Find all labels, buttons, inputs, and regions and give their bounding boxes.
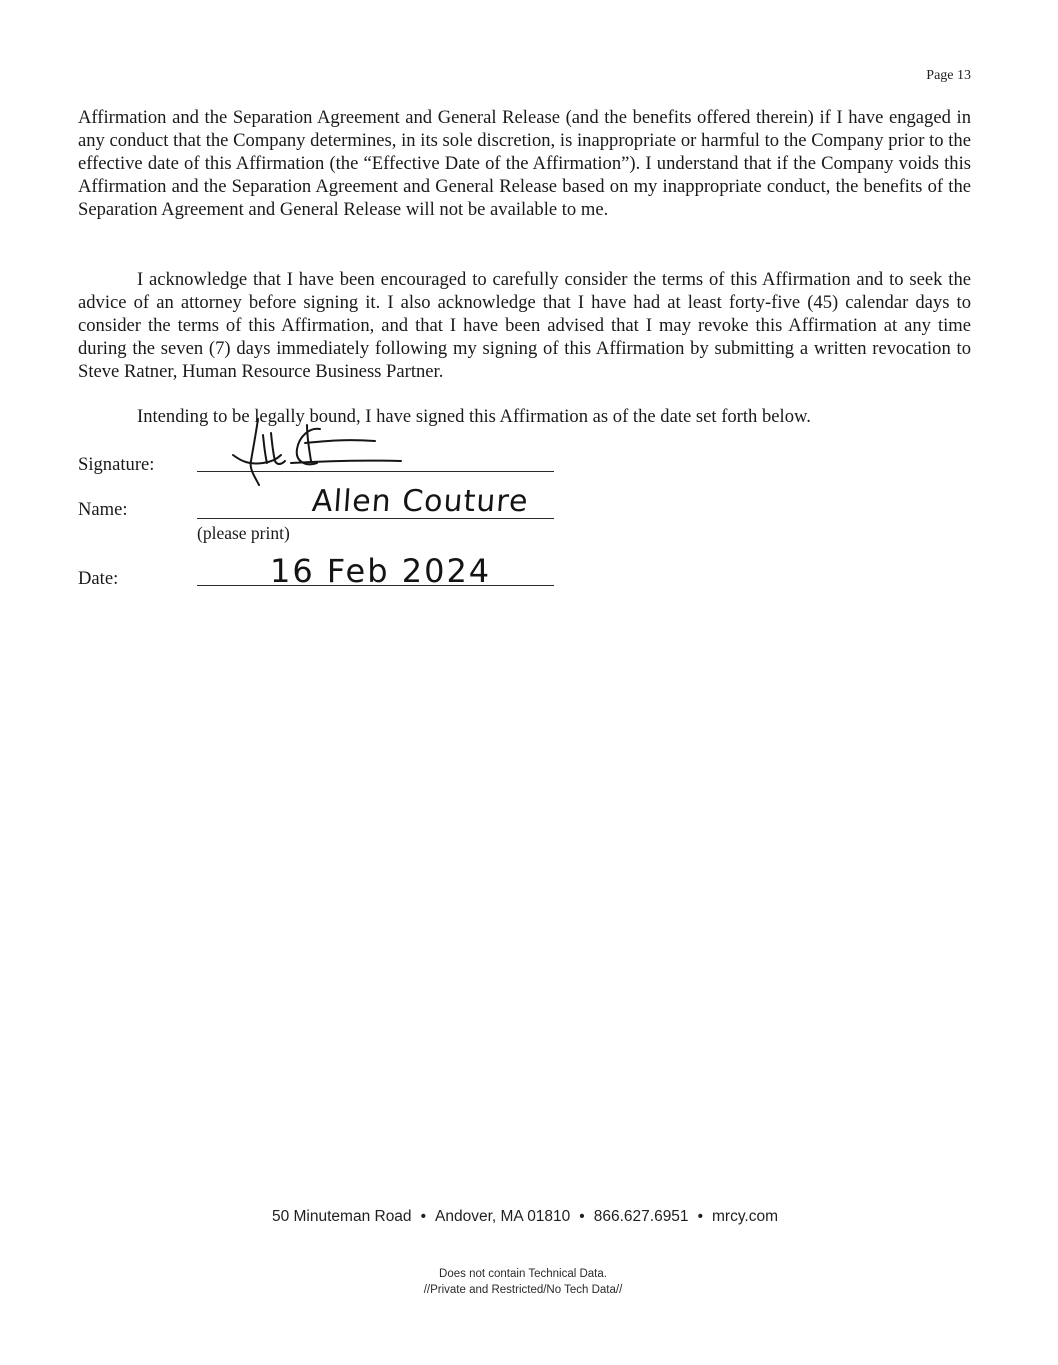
footer-street: 50 Minuteman Road [271,1208,412,1225]
name-label: Name: [78,499,128,520]
page-number: Page 13 [926,68,971,83]
footer-city: Andover, MA 01810 [435,1208,571,1225]
date-line [197,585,554,586]
name-caption: (please print) [197,523,290,543]
footer-separator: • [579,1208,585,1225]
footer-separator: • [420,1208,426,1225]
handwritten-date: 16 Feb 2024 [270,552,492,590]
handwritten-signature-icon [225,415,410,495]
footer-note-technical-data: Does not contain Technical Data. [439,1268,607,1280]
name-line [197,518,554,519]
date-label: Date: [78,568,119,589]
paragraph-intending-to-be-bound: Intending to be legally bound, I have signed this Affirmation as of the date set forth below. [137,406,811,427]
paragraph-affirmation-voiding: Affirmation and the Separation Agreement and General Release (and the benefits offered therein) if I have engaged in any conduct that the Company determines, in its sole discretion, is inappropriate or harmful to the Company prior to the effective date of this Affirmation (the “Effective Date of the Affirmation”). I understand that if the Company voids this Affirmation and the Separation Agreement and General Release based on my inappropriate conduct, the benefits of the Separation Agreement and General Release will not be available to me. [78,107,971,220]
paragraph-acknowledgement: I acknowledge that I have been encouraged to carefully consider the terms of this Affirmation and to seek the advice of an attorney before signing it. I also acknowledge that I have had at least forty-five (45) calendar days to consider the terms of this Affirmation, and that I have been advised that I may revoke this Affirmation at any time during the seven (7) days immediately following my signing of this Affirmation by submitting a written revocation to Steve Ratner, Human Resource Business Partner. [78,269,971,382]
footer-phone: 866.627.6951 [593,1208,689,1225]
handwritten-name: Allen Couture [310,484,530,519]
signature-label: Signature: [78,454,155,475]
footer-address [0,1207,1050,1227]
footer-separator: • [697,1208,703,1225]
footer-website: mrcy.com [712,1208,779,1225]
footer-note-classification: //Private and Restricted/No Tech Data// [423,1284,623,1296]
